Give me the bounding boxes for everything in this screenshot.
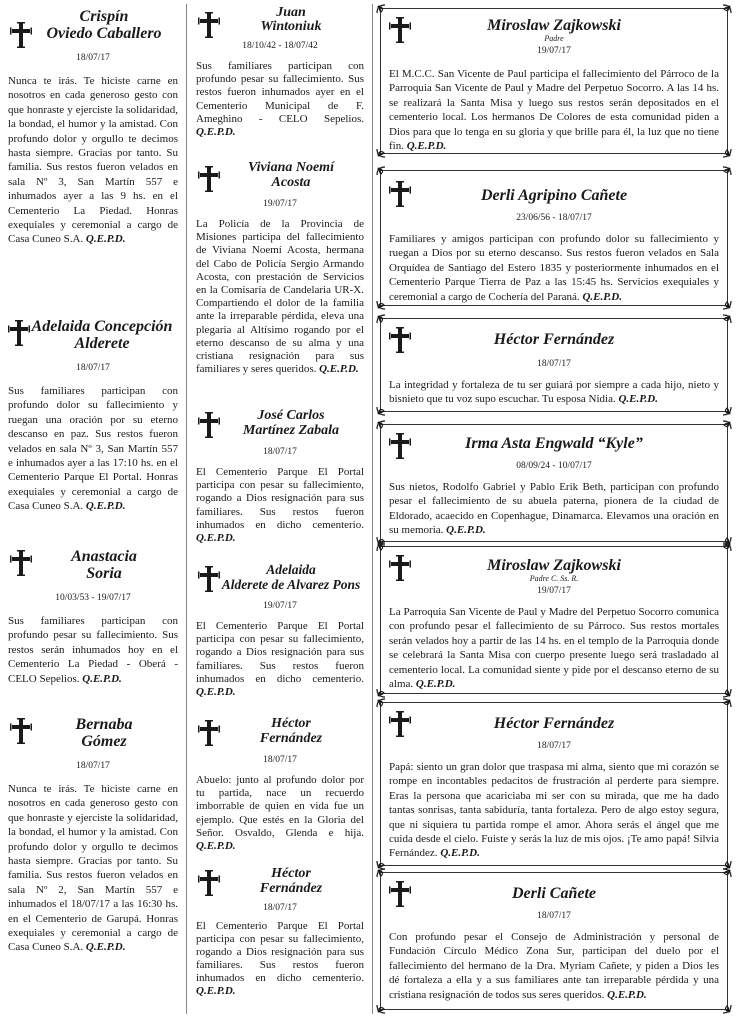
ornament-corner-icon <box>375 541 393 559</box>
ornament-corner-icon <box>715 419 733 437</box>
obituary-entry <box>196 6 364 139</box>
obituary-name: Fernández <box>259 731 323 746</box>
obituary-entry <box>8 318 178 514</box>
obituary-name: Juan <box>276 5 306 20</box>
obituary-entry <box>196 866 364 998</box>
obituary-name: José Carlos <box>257 408 325 423</box>
cross-icon <box>10 550 32 576</box>
obituary-box <box>380 8 728 154</box>
obituary-box <box>380 546 728 694</box>
ornament-corner-icon <box>375 419 393 437</box>
obituary-name: Héctor <box>271 716 311 731</box>
obituary-entry <box>8 716 178 955</box>
obituary-text: Nunca te irás. Te hiciste carne en nosotros en cada generoso gesto con que honraste y ejerciste la solidaridad, la bondad, el humor y la amistad. Con profundo dolor y orgullo te decimos hasta siempre. Gracias por tanto. Su familia. Sus restos fueron velados en sala Nº 2, San Martín 557 e inhumados el 18/07/17 a las 16:30 hs. en el Cementerio de Garupá. Honras exequiales y ceremonial a cargo de Casa Cuneo S.A. Q.E.P.D. <box>8 783 178 954</box>
closing-abbrev: Q.E.P.D. <box>406 140 447 153</box>
obituary-name: Anastacia <box>71 548 137 565</box>
ornament-corner-icon <box>715 399 733 417</box>
obituary-text: Sus nietos, Rodolfo Gabriel y Pablo Erik Beth, participan con profundo pesar el fallecimiento de su abuela paterna, pionera de la ciudad de Eldorado, acaecido en Copenhague, Dinamarca. Elevamos una oración en su memoria. Q.E.P.D. <box>389 481 719 537</box>
obituary-name: Miroslaw Zajkowski <box>487 557 621 574</box>
obituary-entry <box>8 8 178 247</box>
obituary-date: 18/07/17 <box>537 741 571 751</box>
ornament-corner-icon <box>715 293 733 311</box>
obituary-text: Sus familiares participan con profundo dolor su fallecimiento y ruegan una oración por su eterno descanso en paz. Sus restos fueron velados en sala Nº 3, San Martín 557 e inhumados ayer a las 17:10 hs. en el Cementerio Parque El Portal. Honras exequiales y ceremonial a cargo de Casa Cuneo S.A. Q.E.P.D. <box>8 385 178 513</box>
ornament-corner-icon <box>715 997 733 1015</box>
obituary-name: Viviana Noemí <box>248 160 334 175</box>
ornament-corner-icon <box>375 997 393 1015</box>
obituary-text: Sus familiares participan con profundo pesar su fallecimiento. Sus restos fueron inhumados ayer en el Cementerio Municipal de F. Ameghino - CELO Sepelios. Q.E.P.D. <box>196 60 364 139</box>
obituary-name: Wintoniuk <box>260 19 322 34</box>
obituary-name: Héctor Fernández <box>493 331 615 348</box>
obituary-name: Héctor <box>271 866 311 881</box>
obituary-box <box>380 170 728 306</box>
obituary-text: El Cementerio Parque El Portal participa con pesar su fallecimiento, rogando a Dios resignación para sus familiares. Sus restos fueron inhumados en dicho cementerio. Q.E.P.D. <box>196 920 364 997</box>
cross-icon <box>198 870 220 896</box>
obituary-text: Con profundo pesar el Consejo de Administración y personal de Fundación Círculo Médico Zona Sur, participan del duelo por el fallecimiento del hermano de la Dra. Myriam Cañete, y piden a Dios les dé fortaleza a ella y a sus familiares ante tan irreparable pérdida y una cristiana resignación de todos sus seres queridos. Q.E.P.D. <box>389 931 719 1001</box>
obituary-date: 18/07/17 <box>537 359 571 369</box>
obituary-date: 18/10/42 - 18/07/42 <box>242 41 318 51</box>
closing-abbrev: Q.E.P.D. <box>85 941 126 954</box>
cross-icon <box>198 566 220 592</box>
cross-icon <box>389 181 411 207</box>
ornament-corner-icon <box>715 541 733 559</box>
ornament-corner-icon <box>375 399 393 417</box>
closing-abbrev: Q.E.P.D. <box>440 847 480 860</box>
ornament-corner-icon <box>375 313 393 331</box>
cross-icon <box>198 12 220 38</box>
closing-abbrev: Q.E.P.D. <box>196 985 236 997</box>
obituary-text: Familiares y amigos participan con profundo dolor su fallecimiento y ruegan a Dios por su eterno descanso. Sus restos fueron velados en Sala Orquídea de Santiago del Estero 1835 y posteriormente inhumados en el Cementerio Parque Tierra de Paz a las 15:45 hs. Servicios exequiales y ceremonial a cargo de Cochería del Paraná. Q.E.P.D. <box>389 233 719 303</box>
ornament-corner-icon <box>375 867 393 885</box>
obituary-entry <box>196 562 364 699</box>
ornament-corner-icon <box>375 293 393 311</box>
obituary-text: La Parroquia San Vicente de Paul y Madre del Perpetuo Socorro comunica con profundo pesar el fallecimiento de su Párroco. Sus restos mortales serán velados hoy a partir de las 14 hs. en el templo de la Parroquia donde se celebrará la Santa Misa con cuerpo presente luego será trasladado al cementerio local. La comunidad siente y pide por el descanso eterno de su alma. Q.E.P.D. <box>389 606 719 691</box>
obituary-name: Gómez <box>81 733 127 750</box>
obituary-text: Abuelo: junto al profundo dolor por tu partida, nace un recuerdo imborrable de quien en vida fue un ejemplo. Que estés en la Gloria del Señor. Osvaldo, Glenda e hija. Q.E.P.D. <box>196 774 364 853</box>
closing-abbrev: Q.E.P.D. <box>607 988 647 1001</box>
obituary-date: 18/07/17 <box>263 447 297 457</box>
ornament-corner-icon <box>715 141 733 159</box>
closing-abbrev: Q.E.P.D. <box>85 500 126 513</box>
cross-icon <box>198 720 220 746</box>
obituary-name: Alderete de Alvarez Pons <box>221 577 361 592</box>
closing-abbrev: Q.E.P.D. <box>196 532 236 545</box>
ornament-corner-icon <box>715 3 733 21</box>
obituary-date: 23/06/56 - 18/07/17 <box>516 213 592 223</box>
closing-abbrev: Q.E.P.D. <box>82 672 122 685</box>
obituary-name: Acosta <box>271 175 311 190</box>
closing-abbrev: Q.E.P.D. <box>582 290 622 303</box>
obituary-name: Derli Cañete <box>512 885 596 902</box>
cross-icon <box>10 718 32 744</box>
obituary-text: Sus familiares participan con profundo pesar su fallecimiento. Sus restos serán inhumados hoy en el Cementerio La Piedad - Oberá - CELO Sepelios. Q.E.P.D. <box>8 615 178 685</box>
obituary-date: 08/09/24 - 10/07/17 <box>516 461 592 471</box>
obituary-date: 19/07/17 <box>263 199 297 209</box>
obituary-name: Héctor Fernández <box>493 715 615 732</box>
ornament-corner-icon <box>375 697 393 715</box>
obituary-box <box>380 424 728 542</box>
obituary-text: Nunca te irás. Te hiciste carne en nosotros en cada generoso gesto con que honraste y ejerciste la solidaridad, la bondad, el humor y la amistad. Con profundo dolor y orgullo te decimos hasta siempre. Gracias por tanto. Su familia. Sus restos fueron velados en sala Nº 3, San Martín 557 e inhumados ayer a las 9 hs. en el Cementerio La Piedad. Honras exequiales y ceremonial a cargo de Casa Cuneo S.A. Q.E.P.D. <box>8 75 178 246</box>
closing-abbrev: Q.E.P.D. <box>196 840 236 853</box>
ornament-corner-icon <box>375 141 393 159</box>
obituary-name: Adelaida <box>266 562 316 577</box>
obituary-text: El Cementerio Parque El Portal participa con pesar su fallecimiento, rogando a Dios resignación para sus familiares. Sus restos fueron inhumados en dicho cementerio. Q.E.P.D. <box>196 466 364 545</box>
obituary-date: 19/07/17 <box>537 586 571 596</box>
obituary-box <box>380 318 728 412</box>
obituary-name: Derli Agripino Cañete <box>480 187 628 204</box>
obituary-date: 10/03/53 - 19/07/17 <box>55 593 131 603</box>
column-rule <box>372 4 373 1014</box>
obituary-entry <box>196 408 364 545</box>
ornament-corner-icon <box>715 313 733 331</box>
obituary-name: Crispín <box>79 8 129 25</box>
cross-icon <box>10 22 32 48</box>
ornament-corner-icon <box>715 867 733 885</box>
cross-icon <box>198 166 220 192</box>
obituary-subtitle: Padre C. Ss. R. <box>529 574 579 583</box>
obituary-name: Soria <box>86 565 122 582</box>
obituary-entry <box>196 716 364 853</box>
obituary-date: 18/07/17 <box>263 755 297 765</box>
obituary-name: Bernaba <box>75 716 133 733</box>
obituary-box <box>380 872 728 1010</box>
ornament-corner-icon <box>375 3 393 21</box>
obituary-subtitle: Padre <box>544 34 564 43</box>
obituary-text: El M.C.C. San Vicente de Paul participa el fallecimiento del Párroco de la Parroquia San Vicente de Paul y Madre del Perpetuo Socorro. A las 14 hs. se realizará la Santa Misa y luego sus restos serán depositados en el cementerio local. Los hermanos De Colores de esta comunidad piden a Dios para que lo tenga en su gloria y que brille para él, la luz que no tiene fin. Q.E.P.D. <box>389 68 719 153</box>
obituary-date: 18/07/17 <box>263 903 297 913</box>
obituary-name: Alderete <box>74 335 130 352</box>
obituary-text: La integridad y fortaleza de tu ser guiará por siempre a cada hijo, nieto y bisnieto que tu voz supo escuchar. Tu esposa Nidia. Q.E.P.D. <box>389 379 719 406</box>
closing-abbrev: Q.E.P.D. <box>196 126 236 139</box>
ornament-corner-icon <box>375 165 393 183</box>
obituary-name: Adelaida Concepción <box>31 318 173 335</box>
closing-abbrev: Q.E.P.D. <box>196 686 236 699</box>
ornament-corner-icon <box>715 165 733 183</box>
cross-icon <box>198 412 220 438</box>
closing-abbrev: Q.E.P.D. <box>85 233 126 246</box>
obituary-name: Martínez Zabala <box>242 423 340 438</box>
ornament-corner-icon <box>715 697 733 715</box>
obituary-text: Papá: siento un gran dolor que traspasa mi alma, siento que mi corazón se rompe en incontables pedacitos de frustración al perderte para siempre. Eras la persona que acariciaba mi ser con su mirada, que me ha dado tantas sonrisas, tanta sabiduría, tanta fortaleza. Pero de algo estoy segura, que ni siquiera tu partida rompe el amor. Ahora serás el ángel que me cuida desde el cielo. Fuiste y serás la luz de mis ojos. ¡Te amo papá! Silvia Fernández. Q.E.P.D. <box>389 761 719 860</box>
obituary-date: 19/07/17 <box>537 46 571 56</box>
closing-abbrev: Q.E.P.D. <box>319 363 359 376</box>
obituary-date: 18/07/17 <box>76 53 110 63</box>
column-rule <box>186 4 187 1014</box>
obituary-entry <box>196 160 364 376</box>
obituary-name: Oviedo Caballero <box>46 25 162 42</box>
obituary-name: Fernández <box>259 881 323 896</box>
obituary-date: 18/07/17 <box>76 363 110 373</box>
obituary-date: 19/07/17 <box>263 601 297 611</box>
obituary-date: 18/07/17 <box>76 761 110 771</box>
closing-abbrev: Q.E.P.D. <box>446 524 486 537</box>
obituary-text: La Policía de la Provincia de Misiones participa del fallecimiento de Viviana Noemí Acosta, hermana del Cabo de Policía Sergio Armando Acosta, con prestación de Servicios en la Comisaría de Candelaria UR-X. Compartiendo el dolor de la familia ante la irreparable pérdida, eleva una plegaria al Altísimo rogando por el eterno descanso de su alma y una cristiana resignación para sus familiares y seres queridos. Q.E.P.D. <box>196 218 364 376</box>
obituary-date: 18/07/17 <box>537 911 571 921</box>
closing-abbrev: Q.E.P.D. <box>618 393 658 406</box>
obituary-name: Irma Asta Engwald “Kyle” <box>465 435 643 452</box>
obituary-name: Miroslaw Zajkowski <box>487 17 621 34</box>
closing-abbrev: Q.E.P.D. <box>415 678 456 691</box>
obituary-entry <box>8 548 178 686</box>
obituary-box <box>380 702 728 866</box>
obituary-text: El Cementerio Parque El Portal participa con pesar su fallecimiento, rogando a Dios resignación para sus familiares. Sus restos fueron inhumados en dicho cementerio. Q.E.P.D. <box>196 620 364 699</box>
